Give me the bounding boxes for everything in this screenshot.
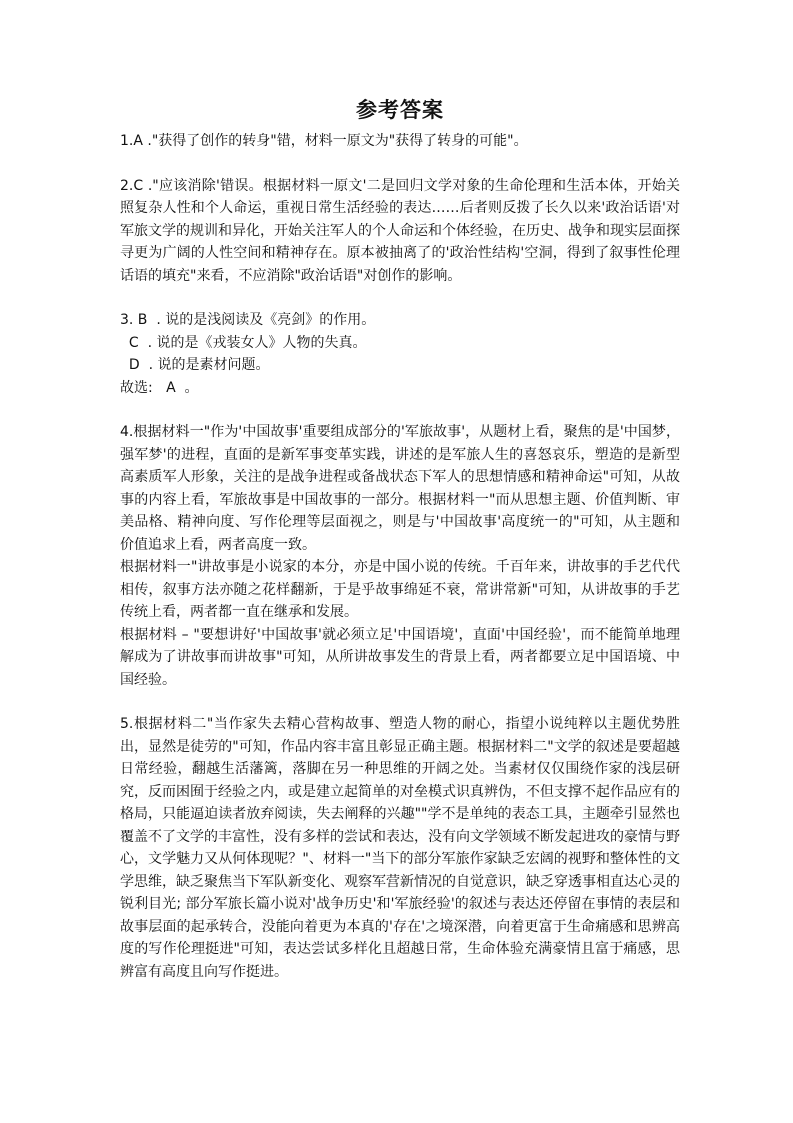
answer-4-part-1: 4.根据材料一"作为'中国故事'重要组成部分的'军旅故事'，从题材上看，聚焦的是'中国梦，强军梦'的进程，直面的是新军事变革实践，讲述的是军旅人生的喜怒哀乐，塑造的是新型高素质军人形象，关注的是战争进程或备战状态下军人的思想情感和精神命运"可知，从故事的内容上看，军旅故事是中国故事的一部分。根据材料一"而从思想主题、价值判断、审美品格、精神向度、写作伦理等层面视之，则是与'中国故事'高度统一的"可知，从主题和价值追求上看，两者高度一致。 <box>120 424 680 553</box>
answer-5: 5.根据材料二"当作家失去精心营构故事、塑造人物的耐心，指望小说纯粹以主题优势胜出，显然是徒劳的"可知，作品内容丰富且彰显正确主题。根据材料二"文学的叙述是要超越日常经验，翻越生活藩篱，落脚在另一种思维的开阔之处。当素材仅仅围绕作家的浅层研究，反而困囿于经验之内，或是建立起简单的对垒模式识真辨伪，不但支撑不起作品应有的格局，只能逼迫读者放弃阅读，失去阐释的兴趣""学不是单纯的表态工具，主题牵引显然也覆盖不了文学的丰富性，没有多样的尝试和表达，没有向文学领域不断发起进攻的豪情与野心，文学魅力又从何体现呢？"、材料一"当下的部分军旅作家缺乏宏阔的视野和整体性的文学思维，缺乏聚焦当下军队新变化、观察军营新情况的自觉意识，缺乏穿透事相直达心灵的锐利目光; 部分军旅长篇小说对'战争历史'和'军旅经验'的叙述与表达还停留在事情的表层和故事层面的起承转合，没能向着更为本真的'存在'之境深潜，向着更富于生命痛感和思辨高度的写作伦理挺进"可知，表达尝试多样化且超越日常，生命体验充满豪情且富于痛感，思辨富有高度且向写作挺进。 <box>120 716 680 980</box>
answer-1: 1.A ."获得了创作的转身"错，材料一原文为"获得了转身的可能"。 <box>120 133 528 149</box>
page-title: 参考答案 <box>356 98 444 122</box>
answer-4-part-2: 根据材料一"讲故事是小说家的本分，亦是中国小说的传统。千百年来，讲故事的手艺代代相传，叙事方法亦随之花样翻新，于是乎故事绵延不衰，常讲常新"可知，从讲故事的手艺传统上看，两者都一直在继承和发展。 <box>120 559 680 620</box>
answer-3-choice: 故选: A 。 <box>120 379 199 396</box>
answer-3-line-c: C . 说的是《戎装女人》人物的失真。 <box>120 334 367 351</box>
answer-page <box>120 94 680 983</box>
spacer <box>120 153 680 175</box>
answer-2: 2.C ."应该消除'错误。根据材料一原文'二是回归文学对象的生命伦理和生活本体，开始关照复杂人性和个人命运，重视日常生活经验的表达……后者则反拨了长久以来'政治话语'对军旅文学的规训和异化，开始关注军人的个人命运和个体经验，在历史、战争和现实层面探寻更为广阔的人性空间和精神存在。原本被抽离了的'政治性结构'空洞，得到了叙事性伦理话语的填充"来看，不应消除"政治话语"对创作的影响。 <box>120 177 680 284</box>
spacer <box>120 399 680 421</box>
answer-4-part-3: 根据材料 – "要想讲好'中国故事'就必须立足'中国语境'，直面'中国经验'，而不能简单地理解成为了讲故事而讲故事"可知，从所讲故事发生的背景上看，两者都要立足中国语境、中国经验。 <box>120 626 680 688</box>
spacer <box>120 287 680 309</box>
answer-3-line-d: D . 说的是素材问题。 <box>120 357 270 373</box>
answer-3-line-b: 3. B . 说的是浅阅读及《亮剑》的作用。 <box>120 312 376 328</box>
spacer <box>120 691 680 713</box>
